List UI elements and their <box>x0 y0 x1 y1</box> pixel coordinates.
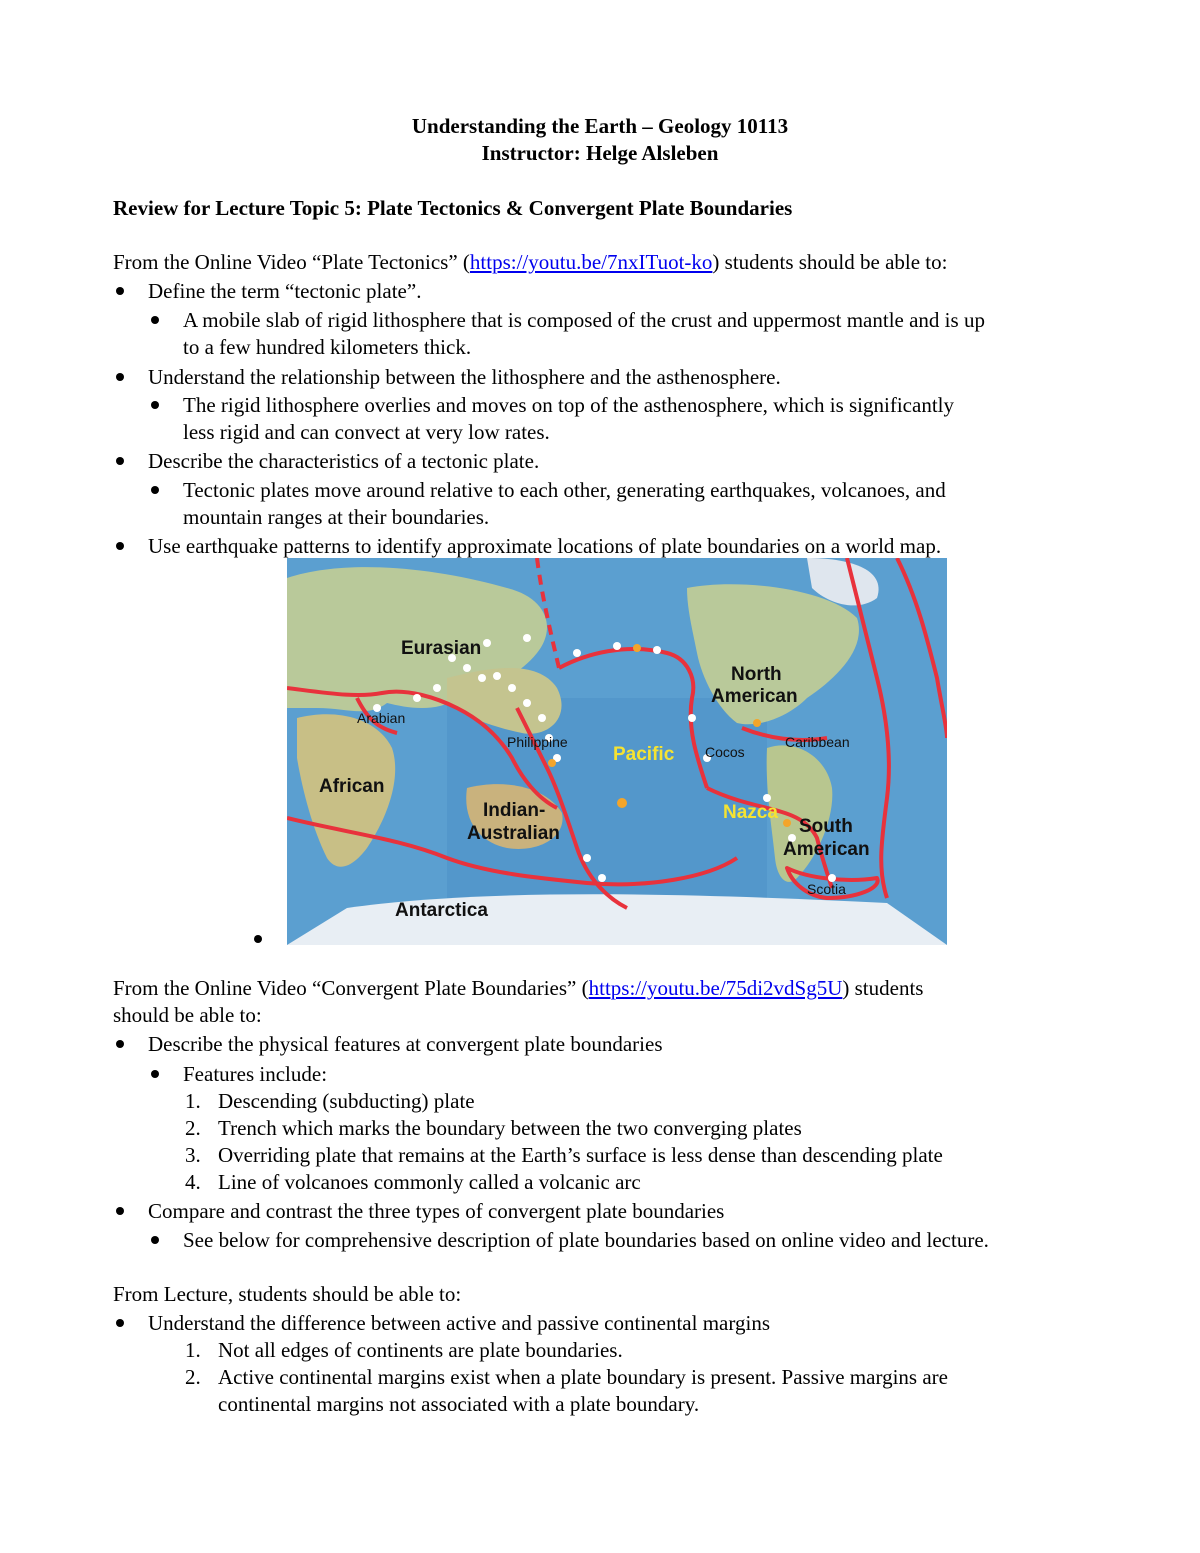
section2-intro-pre: From the Online Video “Convergent Plate Boundaries” ( <box>113 976 589 1000</box>
label-indian-australian-1: Indian- <box>483 800 546 821</box>
section2-intro-post: ) students <box>842 976 924 1000</box>
bullet-icon <box>116 542 124 550</box>
label-cocos: Cocos <box>705 744 745 760</box>
s3-bullet-1: Understand the difference between active and passive continental margins <box>148 1311 770 1335</box>
bullet-icon <box>116 1207 124 1215</box>
s2-item: Overriding plate that remains at the Earth’s surface is less dense than descending plate <box>218 1143 943 1167</box>
section1-intro-post: ) students should be able to: <box>712 250 948 274</box>
label-caribbean: Caribbean <box>785 734 850 750</box>
plate-tectonics-video-link[interactable]: https://youtu.be/7nxITuot-ko <box>469 250 713 274</box>
bullet-icon <box>151 316 159 324</box>
plate-boundaries-world-map <box>287 558 947 945</box>
s2-item-number: 3. <box>185 1143 201 1167</box>
s2-item: Line of volcanoes commonly called a volcanic arc <box>218 1170 641 1194</box>
label-arabian: Arabian <box>357 710 406 726</box>
label-scotia: Scotia <box>807 881 846 897</box>
label-south-american-1: South <box>799 816 853 837</box>
bullet-icon <box>116 1319 124 1327</box>
bullet-icon <box>151 401 159 409</box>
bullet-icon <box>151 1236 159 1244</box>
label-north-american-2: American <box>711 686 798 707</box>
label-indian-australian-2: Australian <box>467 823 560 844</box>
s2-item-number: 2. <box>185 1116 201 1140</box>
s1-bullet-2: Understand the relationship between the lithosphere and the asthenosphere. <box>148 365 781 389</box>
label-south-american-2: American <box>783 839 870 860</box>
bullet-icon <box>116 287 124 295</box>
s2-bullet-2: Compare and contrast the three types of convergent plate boundaries <box>148 1199 725 1223</box>
s3-item: Not all edges of continents are plate boundaries. <box>218 1338 623 1362</box>
s2-bullet-1: Describe the physical features at convergent plate boundaries <box>148 1032 663 1056</box>
course-title: Understanding the Earth – Geology 10113 <box>411 114 789 138</box>
s2-item-number: 1. <box>185 1089 201 1113</box>
label-philippine: Philippine <box>507 734 568 750</box>
section2-intro-line-2: should be able to: <box>113 1003 262 1027</box>
label-eurasian: Eurasian <box>401 638 482 659</box>
bullet-icon <box>254 935 262 943</box>
s3-item: Active continental margins exist when a plate boundary is present. Passive margins are <box>218 1365 948 1389</box>
s1-sub-2-line-2: less rigid and can convect at very low rates. <box>183 420 550 444</box>
section1-intro-pre: From the Online Video “Plate Tectonics” ( <box>113 250 470 274</box>
section3-intro: From Lecture, students should be able to: <box>113 1282 462 1306</box>
review-title: Review for Lecture Topic 5: Plate Tectonics & Convergent Plate Boundaries <box>113 196 793 220</box>
s1-sub-1-line-1: A mobile slab of rigid lithosphere that is composed of the crust and uppermost mantle and is up <box>183 308 985 332</box>
label-antarctica: Antarctica <box>395 900 488 921</box>
section2-intro <box>113 975 923 1002</box>
s1-sub-3-line-2: mountain ranges at their boundaries. <box>183 505 490 529</box>
s1-bullet-1: Define the term “tectonic plate”. <box>148 279 422 303</box>
s2-sub-2: See below for comprehensive description of plate boundaries based on online video and lecture. <box>183 1228 989 1252</box>
label-north-american-1: North <box>731 664 782 685</box>
s3-item-2-line-2: continental margins not associated with a plate boundary. <box>218 1392 700 1416</box>
s2-item-number: 4. <box>185 1170 201 1194</box>
bullet-icon <box>116 373 124 381</box>
s3-item-number: 2. <box>185 1365 201 1389</box>
bullet-icon <box>116 457 124 465</box>
bullet-icon <box>116 1040 124 1048</box>
s2-item: Trench which marks the boundary between the two converging plates <box>218 1116 802 1140</box>
label-african: African <box>319 776 385 797</box>
label-nazca: Nazca <box>723 802 778 823</box>
convergent-boundaries-video-link[interactable]: https://youtu.be/75di2vdSg5U <box>588 976 843 1000</box>
s2-sub-1: Features include: <box>183 1062 328 1086</box>
label-pacific: Pacific <box>613 744 675 765</box>
s3-item-number: 1. <box>185 1338 201 1362</box>
bullet-icon <box>151 486 159 494</box>
section1-intro <box>113 249 947 276</box>
s1-bullet-3: Describe the characteristics of a tectonic plate. <box>148 449 540 473</box>
s1-sub-3-line-1: Tectonic plates move around relative to each other, generating earthquakes, volcanoes, and <box>183 478 946 502</box>
bullet-icon <box>151 1070 159 1078</box>
s1-sub-1-line-2: to a few hundred kilometers thick. <box>183 335 472 359</box>
s2-item: Descending (subducting) plate <box>218 1089 475 1113</box>
s1-bullet-4: Use earthquake patterns to identify approximate locations of plate boundaries on a world map. <box>148 534 942 558</box>
instructor-line: Instructor: Helge Alsleben <box>481 141 719 165</box>
s1-sub-2-line-1: The rigid lithosphere overlies and moves on top of the asthenosphere, which is significantly <box>183 393 954 417</box>
